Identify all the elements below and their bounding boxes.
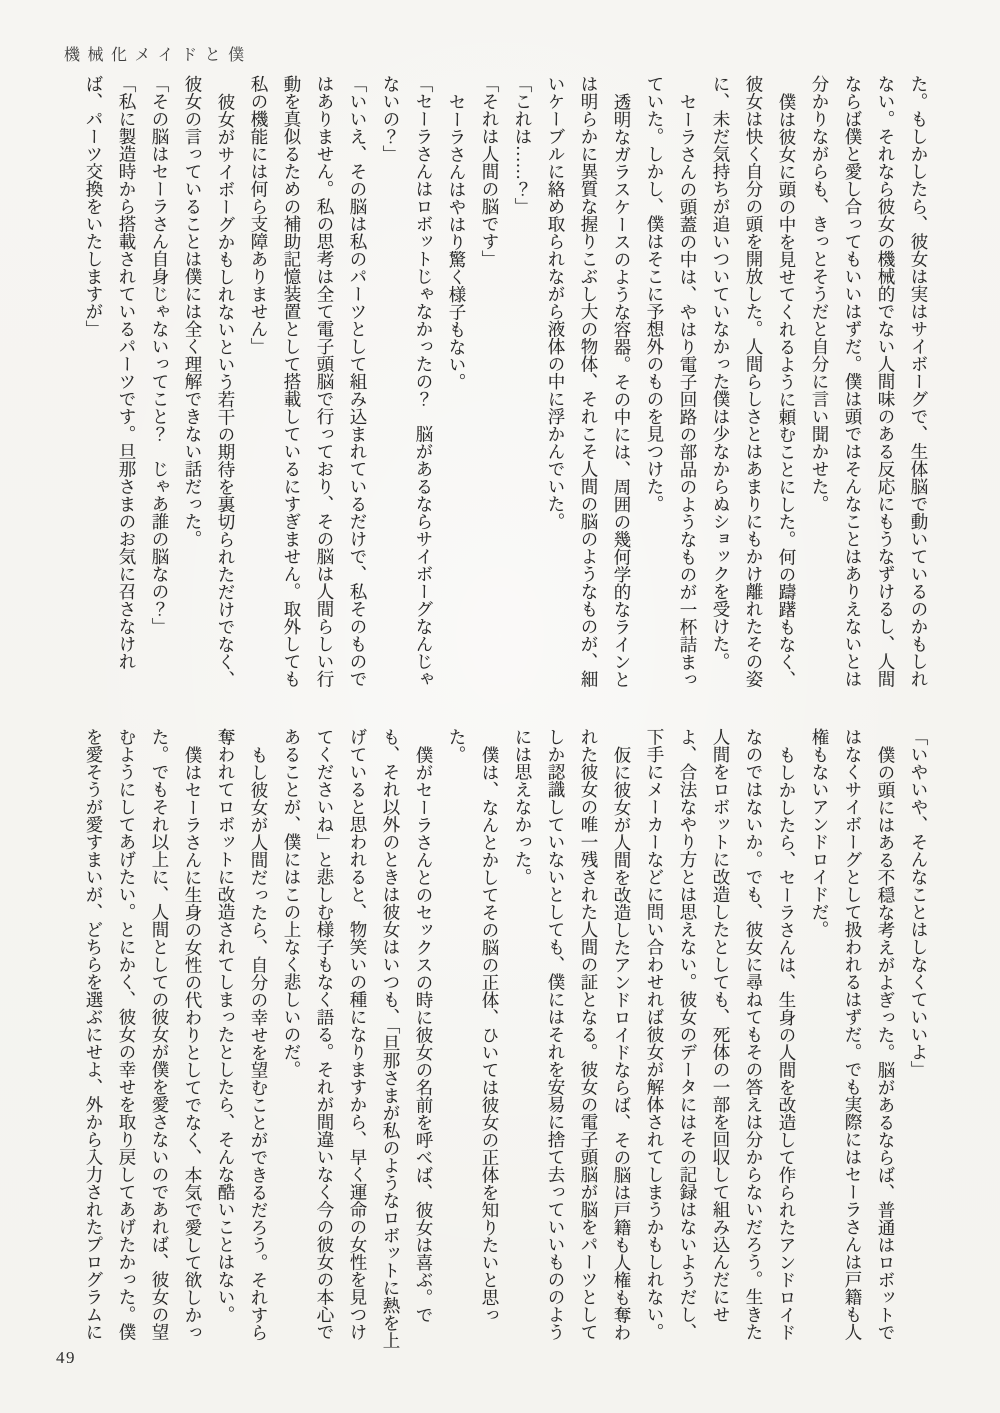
paragraph: 「いやいや、そんなことはしなくていいよ」 <box>909 728 929 1078</box>
paragraph: 彼女がサイボーグかもしれないという若干の期待を裏切られただけでなく、彼女の言っていることは僕には全く理解できない話だった。 <box>183 75 236 688</box>
paragraph: 僕は、なんとかしてその脳の正体、ひいては彼女の正体を知りたいと思った。 <box>447 728 500 1323</box>
paragraph: 僕の頭にはある不穏な考えがよぎった。脳があるならば、普通はロボットではなくサイボーグとして扱われるはずだ。でも実際にはセーラさんは戸籍も人権もないアンドロイドだ。 <box>810 728 896 1341</box>
paragraph: 「それは人間の脳です」 <box>480 75 500 268</box>
paragraph: セーラさんはやはり驚く様子もない。 <box>447 92 467 390</box>
paragraph: 「いいえ、その脳は私のパーツとして組み込まれているだけで、私そのものではありません。私の思考は全て電子頭脳で行っており、その脳は人間らしい行動を真似るための補助記憶装置として搭載しているにすぎません。取外しても私の機能には何ら支障ありません」 <box>249 75 368 688</box>
paragraph: もし彼女が人間だったら、自分の幸せを望むことができるだろう。それすら奪われてロボットに改造されてしまったとしたら、そんな酷いことはない。 <box>216 728 269 1341</box>
paragraph: もしかしたら、セーラさんは、生身の人間を改造して作られたアンドロイドなのではないか。でも、彼女に尋ねてもその答えは分からないだろう。生きた人間をロボットに改造したとしても、死体の一部を回収して組み込んだにせよ、合法なやり方とは思えない。彼女のデータにはその記録はないようだし、下手にメーカーなどに問い合わせれば彼女が解体されてしまうかもしれない。 <box>645 728 797 1341</box>
paragraph: た。もしかしたら、彼女は実はサイボーグで、生体脳で動いているのかもしれない。それなら彼女の機械的でない人間味のある反応にもうなずけるし、人間ならば僕と愛し合ってもいいはずだ。僕は頭ではそんなことはありえないとは分かりながらも、きっとそうだと自分に言い聞かせた。 <box>810 75 929 688</box>
paragraph: 僕は彼女に頭の中を見せてくれるように頼むことにした。何の躊躇もなく、彼女は快く自分の頭を開放した。人間らしさとはあまりにもかけ離れたその姿に、未だ気持ちが追いついていなかった僕は少なからぬショックを受けた。 <box>711 75 797 688</box>
paragraph: 「セーラさんはロボットじゃなかったの？ 脳があるならサイボーグなんじゃないの？」 <box>381 75 434 688</box>
paragraph: 仮に彼女が人間を改造したアンドロイドならば、その脳は戸籍も人権も奪われた彼女の唯一残された人間の証となる。彼女の電子頭脳が脳をパーツとしてしか認識していないとしても、僕にはそれを安易に捨て去っていいもののようには思えなかった。 <box>513 728 632 1341</box>
page-number: 49 <box>56 1348 76 1367</box>
vertical-text-block-top <box>77 75 935 697</box>
paragraph: 僕がセーラさんとのセックスの時に彼女の名前を呼べば、彼女は喜ぶ。でも、それ以外のときは彼女はいつも、「旦那さまが私のようなロボットに熱を上げていると思われると、物笑いの種になりますから、早く運命の女性を見つけてくださいね」と悲しむ様子もなく語る。それが間違いなく今の彼女の本心であることが、僕にはこの上なく悲しいのだ。 <box>282 728 434 1350</box>
running-header-title: 機械化メイドと僕 <box>64 47 252 64</box>
paragraph: セーラさんの頭蓋の中は、やはり電子回路の部品のようなものが一杯詰まっていた。しかし、僕はそこに予想外のものを見つけた。 <box>645 75 698 688</box>
paragraph: 「その脳はセーラさん自身じゃないってこと？ じゃあ誰の脳なの？」 <box>150 75 170 635</box>
paragraph: 「これは……？」 <box>513 75 533 215</box>
paragraph: 透明なガラスケースのような容器。その中には、周囲の幾何学的なラインとは明らかに異質な握りこぶし大の物体、それこそ人間の脳のようなものが、細いケーブルに絡め取られながら液体の中に浮かんでいた。 <box>546 75 632 688</box>
vertical-text-block-bottom <box>77 728 935 1350</box>
paragraph: 「私に製造時から搭載されているパーツです。旦那さまのお気に召さなければ、パーツ交換をいたしますが」 <box>84 75 137 670</box>
paragraph: 僕はセーラさんに生身の女性の代わりとしてでなく、本気で愛して欲しかった。でもそれ以上に、人間としての彼女が僕を愛さないのであれば、彼女の望むようにしてあげたい。とにかく、彼女の幸せを取り戻してあげたかった。僕を愛そうが愛すまいが、どちらを選ぶにせよ、外から入力されたプログラムに <box>84 728 203 1341</box>
